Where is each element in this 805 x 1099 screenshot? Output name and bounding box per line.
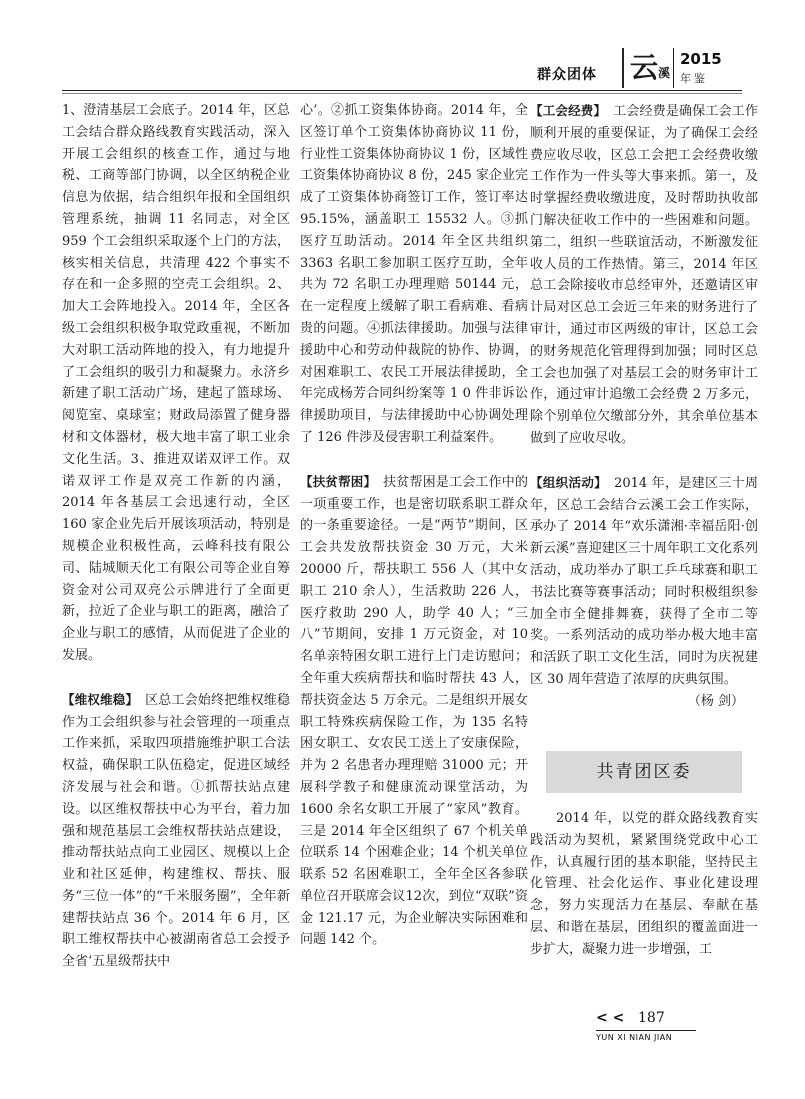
page-number: 187 <box>638 1010 665 1026</box>
label-poverty-relief: 【扶贫帮困】 <box>300 473 370 489</box>
paragraph-youth-league-intro: 2014 年，以党的群众路线教育实践活动为契机，紧紧围绕党政中心工作，认真履行团的基本职能，坚持民主化管理、社会化运作、事业化建设理念，努力实现活力在基层、奉献在基层、和谐在基层，团组织的覆盖面进一步扩大，凝聚力进一步增强，工 <box>530 811 758 957</box>
header-rule <box>62 90 742 91</box>
header-rule-thin <box>62 93 742 94</box>
yearbook-logo <box>622 48 674 88</box>
paragraph-organized-activities <box>530 472 758 713</box>
author-signature: （杨 剑） <box>687 693 744 709</box>
logo-sub-char: 溪 <box>658 66 671 80</box>
footer-rule <box>596 1030 696 1031</box>
footer-nav-arrows: < < <box>596 1010 625 1026</box>
footer-subtitle: YUN XI NIAN JIAN <box>596 1033 673 1042</box>
paragraph-union-funds <box>530 100 758 450</box>
logo-main-char: 云 <box>630 51 659 84</box>
text-column-3 <box>530 100 758 713</box>
text-poverty-relief: 扶贫帮困是工会工作中的一项重要工作，也是密切联系职工群众的一条重要途径。一是“两节”期间，区工会共发放帮扶资金 30 万元，大米 20000 斤，帮扶职工 556 人（其中女职工 210 余人），生活救助 226 人，医疗救助 290 人，助学 40 人；“三八”节期间，安排 1 万元资金，对 10 名单亲特困女职工进行上门走访慰问；全年重大疾病帮扶和临时帮扶 43 人，帮扶资金达 5 万余元。二是组织开展女职工特殊疾病保险工作，为 135 名特困女职工、女农民工送上了安康保险，并为 2 名患者办理理赔 31000 元；开展科学教子和健康流动课堂活动，为 1600 余名女职工开展了“家风”教育。三是 2014 年全区组织了 67 个机关单位联系 14 个困难企业；14 个机关单位联系 52 名困难职工，全年全区各参联单位召开联席会议12次，到位“双联”资金 121.17 元，为企业解决实际困难和问题 142 个。 <box>300 474 528 948</box>
section-title-youth-league: 共青团区委 <box>546 751 742 793</box>
label-organized-activities: 【组织活动】 <box>530 474 601 490</box>
text-organized-activities: 2014 年，是建区三十周年，区总工会结合云溪工会工作实际，承办了 2014 年“欢乐潇湘·幸福岳阳·创新云溪”喜迎建区三十周年职工文化系列活动，成功举办了职工乒乓球赛和职工书法比赛等赛事活动；同时积极组织参加全市全健排舞赛，获得了全市二等奖。一系列活动的成功举办极大地丰富和活跃了职工文化生活，同时为庆祝建区 30 周年营造了浓厚的庆典氛围。 <box>530 475 758 687</box>
text-column-2 <box>300 100 528 951</box>
header-year: 2015 <box>680 50 722 68</box>
label-union-funds: 【工会经费】 <box>530 103 600 118</box>
text-rights-stability: 区总工会始终把维权维稳作为工会组织参与社会管理的一项重点工作来抓，采取四项措施维护职工合法权益，确保职工队伍稳定，促进区域经济发展与社会和谐。①抓帮扶站点建设。以区维权帮扶中心为平台，着力加强和规范基层工会维权帮扶站点建设，推动帮扶站点向工业园区、规模以上企业和社区延伸，构建维权、帮扶、服务“三位一体”的“千米服务圈”，全年新建帮扶站点 36 个。2014 年 6 月，区职工维权帮扶中心被湖南省总工会授予全省‘五星级帮扶中 <box>62 692 290 970</box>
paragraph-wage-negotiation: 心’。②抓工资集体协商。2014 年，全区签订单个工资集体协商协议 11 份，行业性工资集体协商协议 1 份，区域性工资集体协商协议 8 份，245 家企业完成了工资集体协商签订工作，签订率达 95.15%，涵盖职工 15532 人。③抓医疗互助活动。2014 年全区共组织 3363 名职工参加职工医疗互助，全年共为 72 名职工办理理赔 50144 元，在一定程度上缓解了职工看病难、看病贵的问题。④抓法律援助。加强与法律援助中心和劳动仲裁院的协作、协调，对困难职工、农民工开展法律援助，全年完成杨芳合同纠纷案等 1 0 件非诉讼律援助项目，与法律援助中心协调处理了 126 件涉及侵害职工利益案件。 <box>300 103 528 445</box>
paragraph-grassroots-union: 1、澄清基层工会底子。2014 年，区总工会结合群众路线教育实践活动，深入开展工会组织的核查工作，通过与地税、工商等部门协调，以全区纳税企业信息为依据，结合组织年报和全国组织管理系统，抽调 11 名同志，对全区 959 个工会组织采取逐个上门的方法，核实相关信息，共清理 422 个事实不存在和一企多照的空壳工会组织。2、加大工会阵地投入。2014 年，全区各级工会组织积极争取党政重视，不断加大对职工活动阵地的投入，有力地提升了工会组织的吸引力和凝聚力。永济乡新建了职工活动广场，建起了篮球场、阅览室、桌球室；财政局添置了健身器材和文体器材，极大地丰富了职工业余文化生活。3、推进双诺双评工作。双诺双评工作是双亮工作新的内涵，2014 年各基层工会迅速行动，全区 160 家企业先后开展该项活动，特别是规模企业积极性高，云峰科技有限公司、陆城顺天化工有限公司等企业自筹资金对公司双亮公示牌进行了全面更新，拉近了企业与职工的距离，融洽了企业与职工的感情，从而促进了企业的发展。 <box>62 103 290 663</box>
label-rights-stability: 【维权维稳】 <box>62 691 132 707</box>
text-column-3-continued <box>530 808 758 961</box>
text-column-1 <box>62 100 290 973</box>
paragraph-rights-stability <box>62 689 290 973</box>
text-union-funds: 工会经费是确保工会工作顺利开展的重要保证，为了确保工会经费应收尽收，区总工会把工会经费收缴工作作为一件头等大事来抓。第一，及时掌握经费收缴进度，及时帮助执收部门解决征收工作中的一些困难和问题。第二，组织一些联谊活动，不断激发征收人员的工作热情。第三，2014 年区总工会除接收市总经审外，还邀请区审计局对区总工会近三年来的财务进行了审计，通过市区两级的审计，区总工会的财务规范化管理得到加强；同时区总工会也加强了对基层工会的财务审计工作，通过审计追缴工会经费 2 万多元，除个别单位欠缴部分外，其余单位基本做到了应收尽收。 <box>530 104 758 446</box>
running-header-section: 群众团体 <box>537 67 597 83</box>
paragraph-poverty-relief <box>300 471 528 952</box>
header-yearbook-label: 年鉴 <box>680 72 708 85</box>
